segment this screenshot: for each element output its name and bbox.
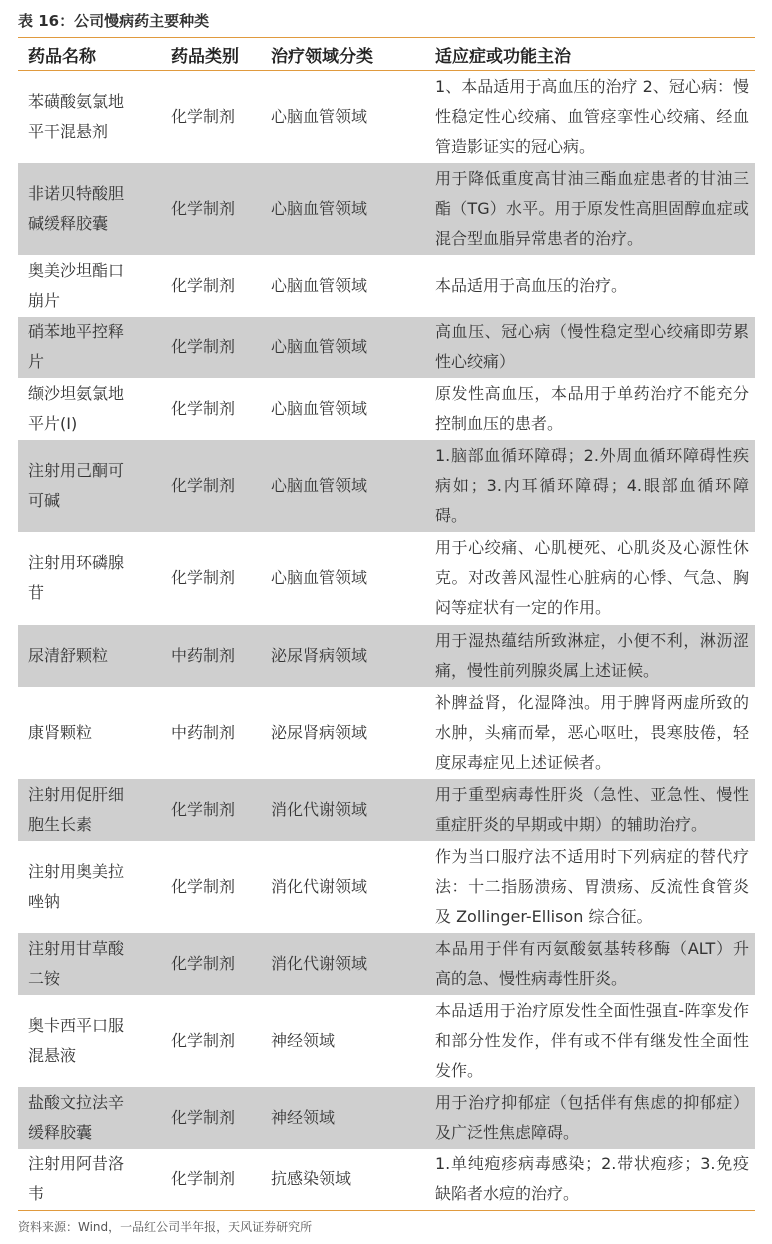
drug-category-cell: 化学制剂 bbox=[161, 1087, 261, 1149]
indication-cell: 用于心绞痛、心肌梗死、心肌炎及心源性休克。对改善风湿性心脏病的心悸、气急、胸闷等症状有一定的作用。 bbox=[435, 538, 749, 617]
therapeutic-area-cell: 心脑血管领域 bbox=[271, 568, 368, 587]
table-row bbox=[18, 995, 755, 1087]
drug-name-cell: 注射用甘草酸二铵 bbox=[18, 933, 161, 995]
drug-category-cell: 化学制剂 bbox=[161, 779, 261, 841]
indication-cell: 用于降低重度高甘油三酯血症患者的甘油三酯（TG）水平。用于原发性高胆固醇血症或混合型血脂异常患者的治疗。 bbox=[425, 163, 755, 255]
header-row bbox=[18, 38, 755, 71]
table-row bbox=[18, 440, 755, 532]
indication-cell: 用于治疗抑郁症（包括伴有焦虑的抑郁症）及广泛性焦虑障碍。 bbox=[425, 1087, 755, 1149]
table-row bbox=[18, 933, 755, 995]
therapeutic-area-cell: 心脑血管领域 bbox=[271, 106, 368, 126]
drug-name-cell: 非诺贝特酸胆碱缓释胶囊 bbox=[18, 163, 161, 255]
table-row bbox=[18, 317, 755, 378]
table-row bbox=[18, 71, 755, 163]
drug-category-cell: 化学制剂 bbox=[171, 876, 236, 896]
table-row bbox=[18, 687, 755, 779]
drug-category-cell: 化学制剂 bbox=[161, 440, 261, 532]
drug-category-cell: 化学制剂 bbox=[161, 163, 261, 255]
therapeutic-area-cell: 神经领域 bbox=[271, 1030, 336, 1050]
table-figure bbox=[18, 8, 755, 1236]
therapeutic-area-cell: 心脑血管领域 bbox=[271, 398, 368, 418]
indication-cell: 本品适用于高血压的治疗。 bbox=[435, 275, 628, 295]
table-caption: 表 16：公司慢病药主要种类 bbox=[18, 12, 210, 30]
therapeutic-area-cell: 消化代谢领域 bbox=[261, 779, 425, 841]
bottom-rule bbox=[18, 1210, 755, 1211]
table-row bbox=[18, 163, 755, 255]
drug-category-cell: 中药制剂 bbox=[171, 722, 236, 742]
drug-category-cell: 中药制剂 bbox=[161, 625, 261, 687]
therapeutic-area-cell: 神经领域 bbox=[261, 1087, 425, 1149]
therapeutic-area-cell: 泌尿肾病领域 bbox=[271, 722, 368, 742]
indication-cell: 用于湿热蕴结所致淋症，小便不利，淋沥涩痛，慢性前列腺炎属上述证候。 bbox=[425, 625, 755, 687]
drug-name-cell: 硝苯地平控释片 bbox=[18, 317, 161, 378]
therapeutic-area-cell: 心脑血管领域 bbox=[261, 317, 425, 378]
header-indication: 适应症或功能主治 bbox=[425, 38, 755, 71]
therapeutic-area-cell: 消化代谢领域 bbox=[271, 876, 368, 896]
drug-name-cell: 缬沙坦氨氯地平片(I) bbox=[28, 383, 125, 433]
drug-category-cell: 化学制剂 bbox=[171, 1169, 236, 1188]
therapeutic-area-cell: 泌尿肾病领域 bbox=[261, 625, 425, 687]
header-drug-name: 药品名称 bbox=[18, 38, 161, 71]
table-row bbox=[18, 841, 755, 933]
drug-name-cell: 注射用阿昔洛韦 bbox=[28, 1154, 125, 1203]
drug-name-cell: 康肾颗粒 bbox=[28, 722, 93, 742]
indication-cell: 高血压、冠心病（慢性稳定型心绞痛即劳累性心绞痛） bbox=[425, 317, 755, 378]
table-row bbox=[18, 625, 755, 687]
table-row bbox=[18, 1087, 755, 1149]
indication-cell: 1.脑部血循环障碍；2.外周血循环障碍性疾病如；3.内耳循环障碍；4.眼部血循环障碍。 bbox=[425, 440, 755, 532]
drug-name-cell: 盐酸文拉法辛缓释胶囊 bbox=[18, 1087, 161, 1149]
drug-category-cell: 化学制剂 bbox=[171, 1030, 236, 1050]
drug-name-cell: 苯磺酸氨氯地平干混悬剂 bbox=[28, 91, 125, 141]
indication-cell: 补脾益肾，化湿降浊。用于脾肾两虚所致的水肿，头痛而晕，恶心呕吐，畏寒肢倦，轻度尿毒症见上述证候者。 bbox=[435, 692, 749, 772]
drug-table bbox=[18, 38, 755, 1210]
indication-cell: 用于重型病毒性肝炎（急性、亚急性、慢性重症肝炎的早期或中期）的辅助治疗。 bbox=[425, 779, 755, 841]
drug-name-cell: 注射用己酮可可碱 bbox=[18, 440, 161, 532]
header-therapeutic-area: 治疗领域分类 bbox=[261, 38, 425, 71]
indication-cell: 1.单纯疱疹病毒感染；2.带状疱疹；3.免疫缺陷者水痘的治疗。 bbox=[435, 1154, 749, 1203]
drug-name-cell: 注射用环磷腺苷 bbox=[28, 553, 125, 602]
table-row bbox=[18, 532, 755, 625]
therapeutic-area-cell: 抗感染领域 bbox=[271, 1169, 352, 1188]
indication-cell: 本品用于伴有丙氨酸氨基转移酶（ALT）升高的急、慢性病毒性肝炎。 bbox=[425, 933, 755, 995]
drug-name-cell: 尿清舒颗粒 bbox=[18, 625, 161, 687]
drug-category-cell: 化学制剂 bbox=[171, 398, 236, 418]
indication-cell: 本品适用于治疗原发性全面性强直-阵挛发作和部分性发作，伴有或不伴有继发性全面性发作。 bbox=[435, 1000, 749, 1080]
table-row bbox=[18, 255, 755, 317]
therapeutic-area-cell: 消化代谢领域 bbox=[261, 933, 425, 995]
header-drug-category: 药品类别 bbox=[161, 38, 261, 71]
indication-cell: 原发性高血压，本品用于单药治疗不能充分控制血压的患者。 bbox=[435, 383, 749, 433]
indication-cell: 作为当口服疗法不适用时下列病症的替代疗法：十二指肠溃疡、胃溃疡、反流性食管炎及 Zollinger-Ellison 综合征。 bbox=[435, 846, 749, 926]
therapeutic-area-cell: 心脑血管领域 bbox=[261, 440, 425, 532]
table-row bbox=[18, 1149, 755, 1210]
drug-name-cell: 注射用奥美拉唑钠 bbox=[28, 861, 125, 911]
therapeutic-area-cell: 心脑血管领域 bbox=[261, 163, 425, 255]
drug-name-cell: 注射用促肝细胞生长素 bbox=[18, 779, 161, 841]
indication-cell: 1、本品适用于高血压的治疗 2、冠心病：慢性稳定性心绞痛、血管痉挛性心绞痛、经血管造影证实的冠心病。 bbox=[435, 76, 749, 156]
drug-name-cell: 奥美沙坦酯口崩片 bbox=[28, 260, 125, 310]
drug-category-cell: 化学制剂 bbox=[171, 568, 236, 587]
table-row bbox=[18, 779, 755, 841]
table-row bbox=[18, 378, 755, 440]
source-note: 资料来源：Wind，一品红公司半年报，天风证券研究所 bbox=[18, 1219, 313, 1234]
drug-name-cell: 奥卡西平口服混悬液 bbox=[28, 1015, 125, 1065]
drug-category-cell: 化学制剂 bbox=[161, 933, 261, 995]
therapeutic-area-cell: 心脑血管领域 bbox=[271, 275, 368, 295]
drug-category-cell: 化学制剂 bbox=[171, 275, 236, 295]
drug-category-cell: 化学制剂 bbox=[161, 317, 261, 378]
drug-category-cell: 化学制剂 bbox=[171, 106, 236, 126]
